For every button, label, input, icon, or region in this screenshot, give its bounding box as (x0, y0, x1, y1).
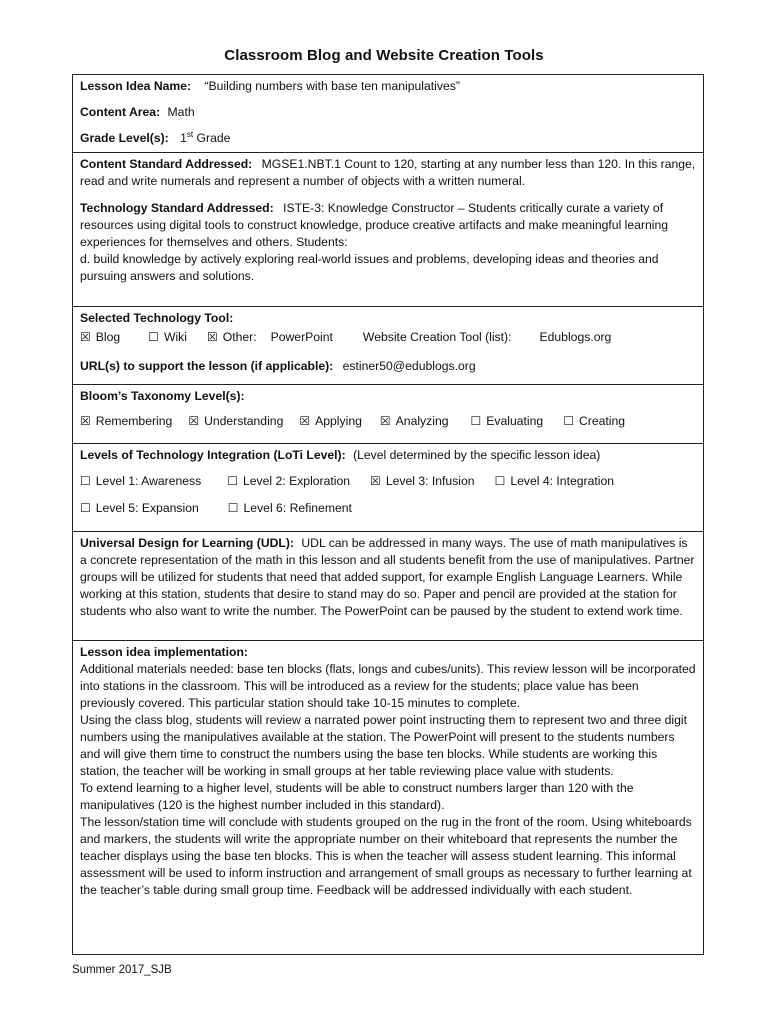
other-checkbox-label: Other: (222, 330, 257, 344)
loti-level-2-mark: ☐ (227, 474, 238, 488)
grade-level-line (80, 130, 696, 147)
technology-standard-value: ISTE-3: Knowledge Constructor – Students critically curate a variety of resources using digital tools to construct knowledge, produce creative artifacts and make meaningful learning experiences for themselves and others. Students: (80, 201, 669, 249)
loti-level-3-label: Level 3: Infusion (385, 474, 475, 488)
blooms-section (73, 384, 703, 443)
blog-checkbox-label: Blog (95, 330, 121, 344)
other-checkbox-mark: ☒ (206, 330, 218, 344)
loti-level-5-label: Level 5: Expansion (95, 501, 199, 515)
content-standard-label: Content Standard Addressed: (80, 157, 253, 171)
blooms-understanding-label: Understanding (204, 414, 284, 428)
blooms-applying-label: Applying (315, 414, 362, 428)
udl-text: UDL can be addressed in many ways. The use of math manipulatives is a concrete representation of the math in this lesson and all students benefit from the use of manipulatives. Partner groups will be utilized for students that need that added support, for example English Language Learners. While working at this station, students that desire to stand may do so. Paper and pencil are provided at the station for students who also want to write the number. The PowerPoint can be paused by the student to extend work time. (80, 536, 695, 618)
content-area-line (80, 104, 696, 121)
technology-standard (80, 200, 696, 251)
blooms-analyzing-mark: ☒ (379, 414, 391, 428)
loti-level-1-mark: ☐ (80, 474, 91, 488)
blog-checkbox-mark: ☒ (80, 330, 91, 344)
wiki-checkbox-label: Wiki (163, 330, 187, 344)
loti-level-4-label: Level 4: Integration (510, 474, 615, 488)
other-tool-value: PowerPoint (270, 330, 333, 344)
blooms-applying-checkbox[interactable] (299, 413, 362, 430)
content-area-label: Content Area: (80, 105, 161, 119)
blooms-remembering-checkbox[interactable] (80, 413, 172, 430)
loti-level-3-mark: ☒ (370, 474, 381, 488)
blooms-remembering-mark: ☒ (80, 414, 91, 428)
loti-level-6-mark: ☐ (227, 501, 239, 515)
blooms-evaluating-mark: ☐ (470, 414, 482, 428)
blooms-label: Bloom’s Taxonomy Level(s): (80, 389, 245, 403)
website-tool-value: Edublogs.org (539, 330, 612, 344)
grade-level-suffix: st (186, 130, 194, 139)
blooms-creating-mark: ☐ (563, 414, 574, 428)
technology-standard-label: Technology Standard Addressed: (80, 201, 274, 215)
blooms-evaluating-checkbox[interactable] (471, 413, 544, 430)
url-label: URL(s) to support the lesson (if applicable): (80, 359, 334, 373)
wiki-checkbox-mark: ☐ (148, 330, 159, 344)
wiki-checkbox[interactable] (148, 329, 187, 346)
content-standard (80, 156, 696, 190)
grade-level-label: Grade Level(s): (80, 131, 169, 145)
blooms-remembering-label: Remembering (95, 414, 173, 428)
blooms-applying-mark: ☒ (299, 414, 311, 428)
loti-level-4-mark: ☐ (494, 474, 506, 488)
lesson-name-label: Lesson Idea Name: (80, 79, 192, 93)
lesson-form (72, 74, 704, 955)
grade-level-word: Grade (196, 131, 231, 145)
page-title: Classroom Blog and Website Creation Tools (224, 47, 544, 64)
implementation-section (73, 640, 703, 954)
technology-tool-section (73, 306, 703, 384)
loti-options-row-2 (80, 500, 696, 517)
technology-standard-detail: d. build knowledge by actively exploring real-world issues and problems, developing ideas and theories and pursuing answers and solutions. (80, 252, 659, 283)
loti-level-5-checkbox[interactable] (80, 500, 199, 517)
implementation-paragraph-1: Additional materials needed: base ten blocks (flats, longs and cubes/units). This review lesson will be incorporated into stations in the classroom. This will be introduced as a review for the students; place value has been previously covered. This particular station should take 10-15 minutes to complete. (80, 662, 696, 710)
blog-checkbox[interactable] (80, 329, 120, 346)
blooms-creating-checkbox[interactable] (563, 413, 625, 430)
implementation-paragraph-4: The lesson/station time will conclude with students grouped on the rug in the front of the room. Using whiteboards and markers, the students will write the appropriate number on their whiteboard that represents the number the teacher displays using the base ten blocks. This is when the teacher will assess student learning. This informal assessment will be used to inform instruction and arrangement of small groups as necessary to further learning at the teacher’s table during small group time. Feedback will be addressed individually with each student. (80, 815, 692, 897)
loti-level-2-checkbox[interactable] (227, 473, 350, 490)
page-footer: Summer 2017_SJB (72, 964, 172, 976)
grade-level-value: 1 (180, 131, 187, 145)
blooms-analyzing-checkbox[interactable] (380, 413, 449, 430)
udl-label: Universal Design for Learning (UDL): (80, 536, 294, 550)
content-area-value: Math (167, 105, 195, 119)
content-standard-value: MGSE1.NBT.1 Count to 120, starting at any number less than 120. In this range, read and write numerals and represent a number of objects with a written numeral. (80, 157, 696, 188)
loti-label: Levels of Technology Integration (LoTi Level): (80, 448, 346, 462)
blooms-analyzing-label: Analyzing (395, 414, 449, 428)
loti-options-row-1 (80, 473, 696, 490)
blooms-creating-label: Creating (578, 414, 626, 428)
technology-tool-options (80, 329, 696, 346)
blooms-understanding-checkbox[interactable] (188, 413, 283, 430)
loti-level-6-label: Level 6: Refinement (243, 501, 352, 515)
implementation-label: Lesson idea implementation: (80, 645, 248, 659)
loti-level-2-label: Level 2: Exploration (243, 474, 351, 488)
udl-paragraph (80, 535, 696, 620)
url-value: estiner50@edublogs.org (342, 359, 476, 373)
technology-tool-label: Selected Technology Tool: (80, 311, 234, 325)
loti-level-5-mark: ☐ (80, 501, 91, 515)
blooms-evaluating-label: Evaluating (486, 414, 544, 428)
loti-section (73, 443, 703, 531)
other-checkbox[interactable] (207, 329, 257, 346)
implementation-paragraph-3: To extend learning to a higher level, students will be able to construct numbers larger than 120 with the manipulatives (120 is the highest number included in this standard). (80, 781, 634, 812)
website-tool-label: Website Creation Tool (list): (362, 330, 512, 344)
lesson-name-value: “Building numbers with base ten manipulatives” (204, 79, 460, 93)
url-line (80, 358, 696, 375)
blooms-understanding-mark: ☒ (188, 414, 200, 428)
loti-heading (80, 447, 696, 464)
loti-level-3-checkbox[interactable] (370, 473, 475, 490)
standards-section (73, 152, 703, 306)
udl-section (73, 531, 703, 640)
loti-level-6-checkbox[interactable] (228, 500, 352, 517)
loti-note: (Level determined by the specific lesson idea) (353, 448, 601, 462)
lesson-name-line (80, 78, 696, 95)
loti-level-1-checkbox[interactable] (80, 473, 201, 490)
blooms-options (80, 413, 696, 430)
loti-level-1-label: Level 1: Awareness (95, 474, 202, 488)
implementation-paragraph-2: Using the class blog, students will review a narrated power point instructing them to represent two and three digit numbers using the manipulatives available at the station. The PowerPoint will present to the students numbers and will give them time to construct the numbers using the base ten blocks. While students are working this station, the teacher will be working in small groups at her table reviewing place value with students. (80, 713, 687, 778)
lesson-info-section (73, 75, 703, 152)
loti-level-4-checkbox[interactable] (495, 473, 614, 490)
